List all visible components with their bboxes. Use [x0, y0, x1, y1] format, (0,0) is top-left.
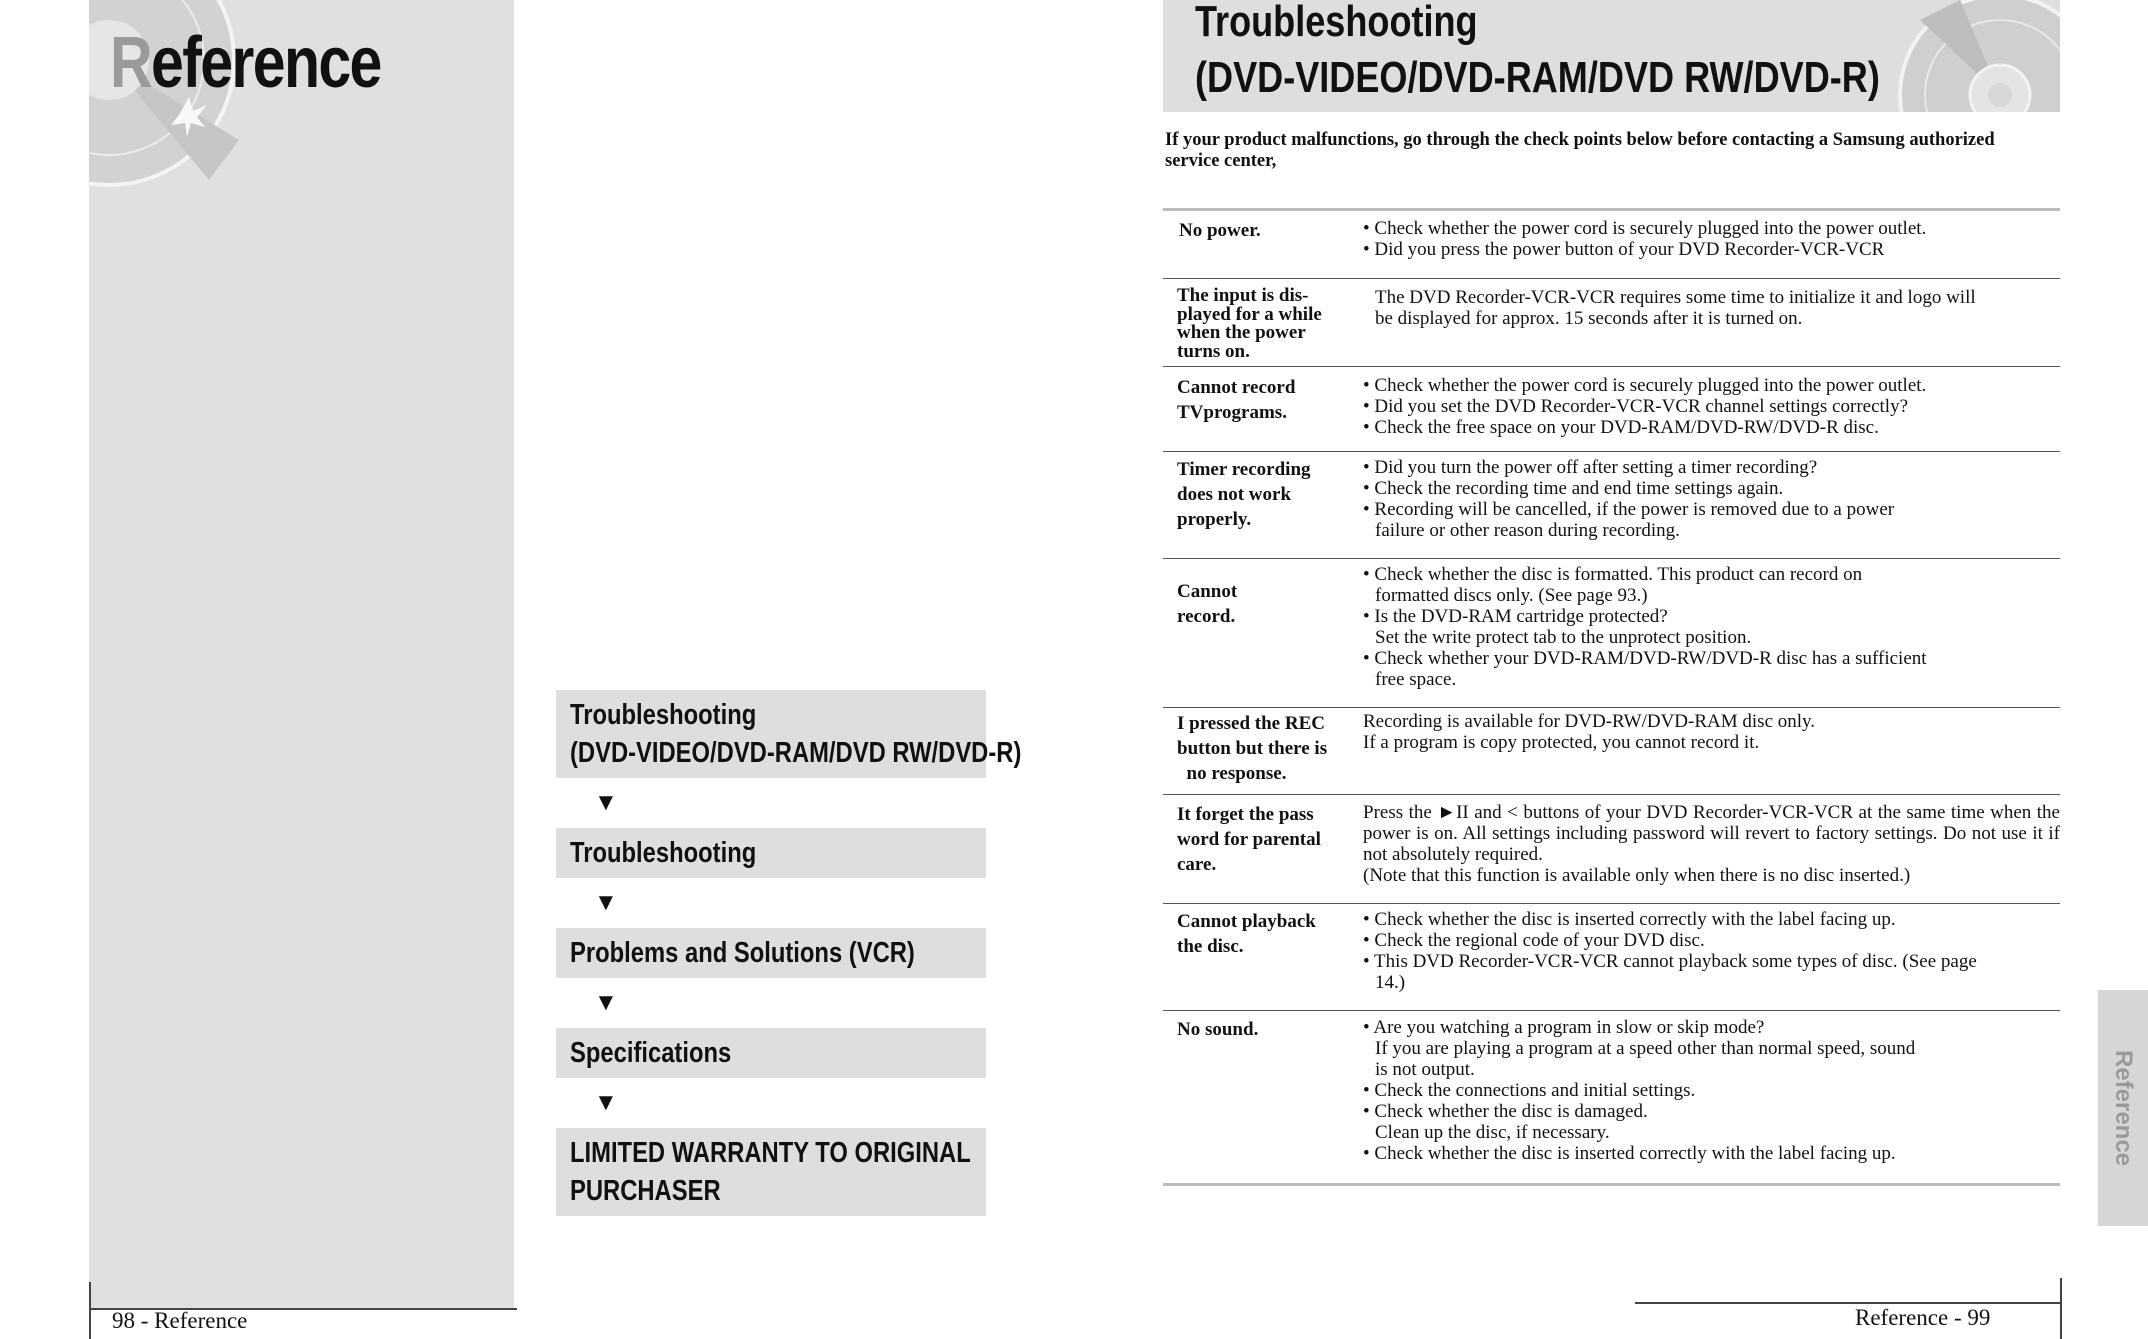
table-row [1163, 366, 2060, 451]
solution-cell: • Are you watching a program in slow or skip mode? If you are playing a program at a speed other than normal speed, sound is not output. • Check the connections and initial settings. • Check whether the disc is damaged. Clean up the disc, if necessary. • Check whether the disc is inserted correctly with the label facing up. [1363, 1017, 1916, 1164]
problem-cell: I pressed the REC button but there is no response. [1177, 713, 1328, 784]
table-row [1163, 1010, 2060, 1183]
footer-rule [1635, 1302, 2062, 1304]
left-sidebar-band [89, 0, 514, 1308]
table-row [1163, 903, 2060, 1010]
section-title: Troubleshooting (DVD-VIDEO/DVD-RAM/DVD RW/DVD-R) [1195, 0, 1880, 102]
solution-cell: • Did you turn the power off after setting a timer recording? • Check the recording time and end time settings again. • Recording will be cancelled, if the power is removed due to a power failure or other reason during recording. [1363, 457, 1895, 541]
footer-rule-vertical [89, 1282, 91, 1339]
menu-item-troubleshooting[interactable]: Troubleshooting [556, 828, 986, 878]
down-arrow-icon: ▼ [594, 890, 618, 916]
solution-cell: Press the ►II and < buttons of your DVD Recorder-VCR-VCR at the same time when the power is on. All settings including password will revert to factory settings. Do not use it if not absolutely required. (Note that this function is available only when there is no disc inserted.) [1363, 802, 2060, 886]
problem-cell: Cannot playback the disc. [1177, 911, 1316, 957]
problem-cell: No power. [1179, 220, 1261, 241]
page-title-reference: Reference [110, 23, 381, 103]
footer-rule-vertical [2060, 1278, 2062, 1339]
problem-cell: It forget the pass word for parental care. [1177, 804, 1321, 875]
page-number-left: 98 - Reference [112, 1308, 248, 1333]
intro-paragraph: If your product malfunctions, go through the check points below before contacting a Samsung authorized service center, [1165, 130, 1995, 171]
troubleshooting-table [1163, 208, 2060, 1186]
problem-cell: Timer recording does not work properly. [1177, 459, 1311, 530]
down-arrow-icon: ▼ [594, 1090, 618, 1116]
menu-item-specifications[interactable]: Specifications [556, 1028, 986, 1078]
down-arrow-icon: ▼ [594, 790, 618, 816]
solution-cell: • Check whether the disc is inserted correctly with the label facing up. • Check the regional code of your DVD disc. • This DVD Recorder-VCR-VCR cannot playback some types of disc. (See page 14.) [1363, 909, 1977, 993]
problem-cell: No sound. [1177, 1019, 1259, 1040]
solution-cell: • Check whether the power cord is securely plugged into the power outlet. • Did you press the power button of your DVD Recorder-VCR-VCR [1363, 218, 1927, 260]
table-row [1163, 707, 2060, 794]
disc-icon [1890, 0, 2060, 112]
solution-cell: • Check whether the disc is formatted. This product can record on formatted discs only. (See page 93.) • Is the DVD-RAM cartridge protected? Set the write protect tab to the unprotect position. • Check whether your DVD-RAM/DVD-RW/DVD-R disc has a sufficient free space. [1363, 564, 1927, 690]
table-row [1163, 451, 2060, 558]
menu-item-limited-warranty[interactable]: LIMITED WARRANTY TO ORIGINAL PURCHASER [556, 1128, 986, 1216]
solution-cell: The DVD Recorder-VCR-VCR requires some time to initialize it and logo will be displayed for approx. 15 seconds after it is turned on. [1375, 287, 1976, 329]
table-row [1163, 278, 2060, 366]
page-number-right: Reference - 99 [1855, 1305, 1991, 1330]
problem-cell: The input is dis- played for a while when the power turns on. [1177, 285, 1322, 362]
solution-cell: • Check whether the power cord is securely plugged into the power outlet. • Did you set the DVD Recorder-VCR-VCR channel settings correctly? • Check the free space on your DVD-RAM/DVD-RW/DVD-R disc. [1363, 375, 1927, 438]
table-row [1163, 211, 2060, 278]
down-arrow-icon: ▼ [594, 990, 618, 1016]
table-row [1163, 558, 2060, 707]
menu-item-troubleshooting-dvd[interactable]: Troubleshooting (DVD-VIDEO/DVD-RAM/DVD RW/DVD-R) [556, 690, 986, 778]
problem-cell: Cannot record TVprograms. [1177, 377, 1296, 423]
problem-cell: Cannot record. [1177, 581, 1238, 627]
table-row [1163, 794, 2060, 903]
solution-cell: Recording is available for DVD-RW/DVD-RAM disc only. If a program is copy protected, you cannot record it. [1363, 711, 1816, 753]
chapter-menu [556, 690, 1022, 1216]
side-tab-reference[interactable]: Reference [2098, 990, 2148, 1226]
menu-item-problems-solutions-vcr[interactable]: Problems and Solutions (VCR) [556, 928, 986, 978]
